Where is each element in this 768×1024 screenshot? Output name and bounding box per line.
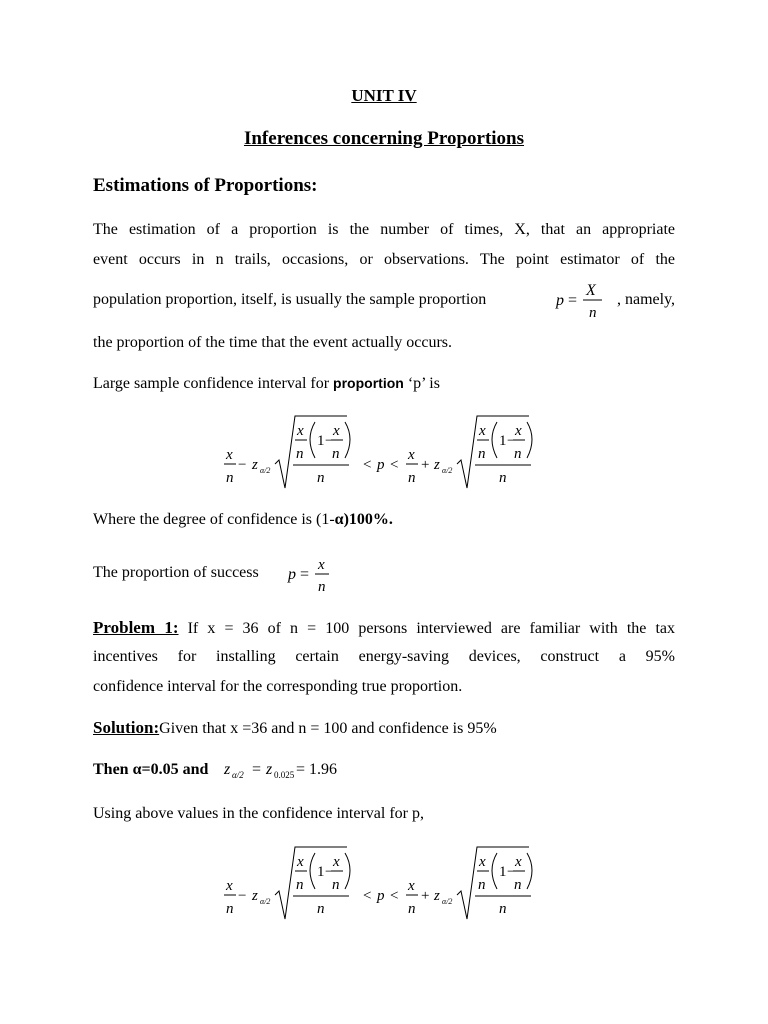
right-inner-x2: x <box>515 423 522 439</box>
svg-text:1.96: 1.96 <box>309 761 337 778</box>
lt-2: < <box>390 888 399 904</box>
right-n: n <box>408 901 416 917</box>
solution-text: Given that x =36 and n = 100 and confidence is 95% <box>159 720 497 737</box>
z-value-formula <box>220 752 360 786</box>
left-left-paren <box>310 853 315 889</box>
svg-text:p: p <box>288 566 296 583</box>
left-z-sub: α/2 <box>260 897 271 906</box>
svg-text:=: = <box>300 566 310 583</box>
main-title: Inferences concerning Proportions <box>243 128 525 149</box>
right-inner-x: x <box>479 423 486 439</box>
right-z: z <box>434 888 440 904</box>
left-denominator-n: n <box>317 901 325 917</box>
left-one: 1 <box>317 433 325 449</box>
svg-text:n: n <box>318 579 326 595</box>
right-z-sub: α/2 <box>442 466 453 475</box>
left-right-paren <box>345 853 350 889</box>
left-denominator-n: n <box>317 470 325 486</box>
lt-2: < <box>390 457 399 473</box>
svg-text:0.025: 0.025 <box>274 770 295 780</box>
right-inner-n2: n <box>514 446 522 462</box>
svg-text:z: z <box>266 761 273 778</box>
then-alpha-text: Then α=0.05 and <box>93 761 209 778</box>
para1-line1: The estimation of a proportion is the number of times, X, that an appropriate <box>93 221 675 238</box>
svg-text:α/2: α/2 <box>232 770 244 780</box>
confidence-interval-formula <box>220 412 550 492</box>
right-inner-minus: − <box>507 433 516 449</box>
left-n: n <box>226 901 234 917</box>
right-inner-n: n <box>478 877 486 893</box>
right-x: x <box>408 878 415 894</box>
right-left-paren <box>492 422 497 458</box>
left-z: z <box>252 457 258 473</box>
problem-line2: incentives for installing certain energy-saving devices, construct a 95% <box>93 648 675 665</box>
left-inner-n: n <box>296 446 304 462</box>
para1-line3-after: , namely, <box>617 291 676 308</box>
right-one: 1 <box>499 433 507 449</box>
left-inner-x: x <box>297 854 304 870</box>
left-left-paren <box>310 422 315 458</box>
left-z: z <box>252 888 258 904</box>
left-inner-minus: − <box>325 433 334 449</box>
lt-1: < <box>363 888 372 904</box>
right-inner-x: x <box>479 854 486 870</box>
para1-line3-before: population proportion, itself, is usually the sample proportion <box>93 291 487 308</box>
solution-label: Solution: <box>93 718 160 737</box>
p-middle: p <box>377 457 385 473</box>
left-inner-x2: x <box>333 423 340 439</box>
sample-proportion-formula <box>552 278 620 322</box>
left-right-paren <box>345 422 350 458</box>
right-z: z <box>434 457 440 473</box>
svg-text:x: x <box>318 557 325 573</box>
left-inner-n2: n <box>332 877 340 893</box>
left-inner-n: n <box>296 877 304 893</box>
svg-text:z: z <box>224 761 231 778</box>
solution-line <box>93 718 497 738</box>
left-inner-x2: x <box>333 854 340 870</box>
right-inner-n2: n <box>514 877 522 893</box>
svg-text:=: = <box>252 761 262 778</box>
right-one: 1 <box>499 864 507 880</box>
right-z-sub: α/2 <box>442 897 453 906</box>
left-z-sub: α/2 <box>260 466 271 475</box>
using-line: Using above values in the confidence interval for p, <box>93 805 424 822</box>
X-symbol: X <box>586 282 596 299</box>
ci-intro-before: Large sample confidence interval for <box>93 375 334 392</box>
left-inner-minus: − <box>325 864 334 880</box>
para1-line4: the proportion of the time that the event actually occurs. <box>93 334 452 351</box>
left-x: x <box>226 447 233 463</box>
section-title: Estimations of Proportions: <box>93 175 318 196</box>
right-n: n <box>408 470 416 486</box>
n-symbol: n <box>589 305 597 321</box>
right-denominator-n: n <box>499 901 507 917</box>
left-minus: − <box>238 888 247 904</box>
para1-line2: event occurs in n trails, occasions, or observations. The point estimator of the <box>93 251 675 268</box>
confidence-degree-line <box>93 511 393 529</box>
left-one: 1 <box>317 864 325 880</box>
svg-text:=: = <box>296 761 306 778</box>
problem-line1 <box>93 618 675 638</box>
right-left-paren <box>492 853 497 889</box>
right-inner-x2: x <box>515 854 522 870</box>
right-x: x <box>408 447 415 463</box>
equals-sign: = <box>568 292 578 309</box>
confidence-interval-formula-2 <box>220 843 550 923</box>
right-right-paren <box>527 422 532 458</box>
proportion-success-formula <box>284 552 334 596</box>
proportion-success-text: The proportion of success <box>93 564 259 581</box>
confidence-before: Where the degree of confidence is (1- <box>93 511 335 528</box>
problem-line3: confidence interval for the corresponding true proportion. <box>93 678 463 695</box>
right-plus: + <box>421 888 430 904</box>
left-inner-x: x <box>297 423 304 439</box>
right-inner-n: n <box>478 446 486 462</box>
lt-1: < <box>363 457 372 473</box>
right-plus: + <box>421 457 430 473</box>
right-right-paren <box>527 853 532 889</box>
left-inner-n2: n <box>332 446 340 462</box>
confidence-alpha: α <box>334 511 344 528</box>
ci-intro-bold: proportion <box>333 375 404 391</box>
left-x: x <box>226 878 233 894</box>
confidence-after: )100%. <box>343 511 393 528</box>
left-n: n <box>226 470 234 486</box>
left-minus: − <box>238 457 247 473</box>
p-middle: p <box>377 888 385 904</box>
problem-line1-text: If x = 36 of n = 100 persons interviewed are familiar with the tax <box>178 620 675 637</box>
right-inner-minus: − <box>507 864 516 880</box>
p-symbol: p <box>556 292 564 309</box>
ci-intro-after: ‘p’ is <box>403 375 440 392</box>
right-denominator-n: n <box>499 470 507 486</box>
unit-title: UNIT IV <box>351 86 417 105</box>
problem-label: Problem 1: <box>93 618 179 637</box>
ci-intro <box>93 375 440 393</box>
